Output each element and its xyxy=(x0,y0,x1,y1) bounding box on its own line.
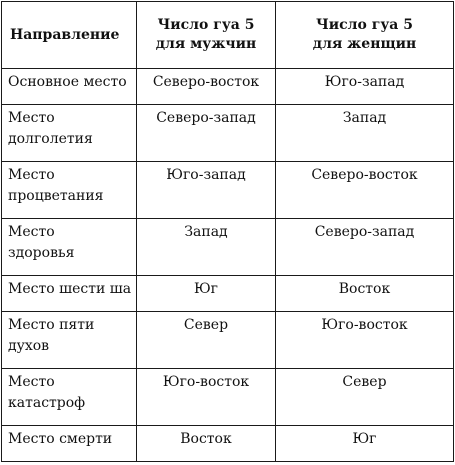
header-women-line1: Число гуа 5 xyxy=(315,17,413,33)
men-value: Запад xyxy=(137,219,276,276)
header-men xyxy=(137,2,276,69)
table-row xyxy=(2,426,454,462)
gua-directions-table xyxy=(1,1,454,462)
men-value: Север xyxy=(137,312,276,369)
table-row xyxy=(2,276,454,312)
women-value: Юг xyxy=(276,426,454,462)
header-women xyxy=(276,2,454,69)
row-label-line2: процветания xyxy=(8,188,104,204)
women-value: Восток xyxy=(276,276,454,312)
row-label xyxy=(2,312,137,369)
table-row xyxy=(2,162,454,219)
men-value: Восток xyxy=(137,426,276,462)
row-label-line1: Основное место xyxy=(8,74,127,90)
row-label-line1: Место xyxy=(8,374,55,390)
women-value: Северо-восток xyxy=(276,162,454,219)
header-direction-text: Направление xyxy=(10,26,120,43)
row-label xyxy=(2,105,137,162)
table-row xyxy=(2,219,454,276)
men-value: Северо-запад xyxy=(137,105,276,162)
table-header-row xyxy=(2,2,454,69)
table-row xyxy=(2,312,454,369)
row-label-line2: духов xyxy=(8,338,50,354)
row-label-line1: Место смерти xyxy=(8,431,113,447)
row-label-line1: Место xyxy=(8,110,55,126)
row-label xyxy=(2,369,137,426)
row-label-line2: здоровья xyxy=(8,245,75,261)
row-label-line2: катастроф xyxy=(8,395,86,411)
row-label-line1: Место xyxy=(8,167,55,183)
men-value: Северо-восток xyxy=(137,69,276,105)
header-men-line1: Число гуа 5 xyxy=(157,17,255,33)
row-label-line1: Место xyxy=(8,224,55,240)
men-value: Юго-восток xyxy=(137,369,276,426)
header-men-line2: для мужчин xyxy=(155,36,257,52)
table-row xyxy=(2,105,454,162)
women-value: Юго-запад xyxy=(276,69,454,105)
row-label-line1: Место шести ша xyxy=(8,281,132,297)
row-label xyxy=(2,69,137,105)
women-value: Запад xyxy=(276,105,454,162)
header-women-line2: для женщин xyxy=(312,36,417,52)
men-value: Юг xyxy=(137,276,276,312)
women-value: Север xyxy=(276,369,454,426)
row-label xyxy=(2,162,137,219)
row-label xyxy=(2,219,137,276)
row-label-line1: Место пяти xyxy=(8,317,95,333)
row-label xyxy=(2,276,137,312)
row-label-line2: долголетия xyxy=(8,131,93,147)
header-direction xyxy=(2,2,137,69)
table-row xyxy=(2,369,454,426)
table-row xyxy=(2,69,454,105)
row-label xyxy=(2,426,137,462)
women-value: Юго-восток xyxy=(276,312,454,369)
gua-directions-table-container xyxy=(1,1,454,462)
women-value: Северо-запад xyxy=(276,219,454,276)
men-value: Юго-запад xyxy=(137,162,276,219)
